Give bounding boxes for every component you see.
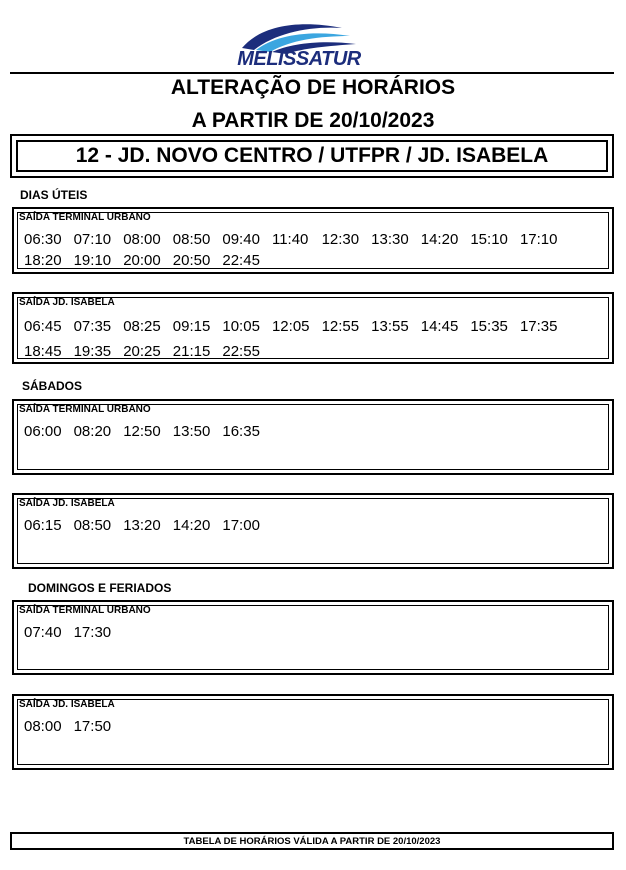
- departure-time: 17:50: [73, 718, 112, 735]
- departure-time: 12:30: [321, 231, 360, 248]
- page-title-line2: A PARTIR DE 20/10/2023: [191, 109, 435, 132]
- section-title-sundays-holidays: DOMINGOS E FERIADOS: [28, 581, 172, 595]
- departure-time: 18:45: [24, 343, 62, 360]
- departure-time: 12:55: [321, 318, 360, 335]
- departure-time: 08:50: [172, 231, 211, 248]
- box-label: SAÍDA JD. ISABELA: [19, 699, 115, 710]
- departure-time: 21:15: [172, 343, 211, 360]
- departure-time: 17:30: [73, 624, 112, 641]
- route-box: [10, 134, 614, 178]
- departure-time: 09:15: [172, 318, 211, 335]
- box-label: SAÍDA JD. ISABELA: [19, 297, 115, 308]
- box-label: SAÍDA TERMINAL URBANO: [19, 605, 151, 616]
- departure-time: 14:20: [420, 231, 459, 248]
- header-rule: [10, 72, 614, 74]
- departure-time: 22:55: [222, 343, 260, 360]
- departure-time: 19:35: [73, 343, 112, 360]
- departure-time: 08:20: [73, 423, 112, 440]
- departure-time: 06:15: [24, 517, 62, 534]
- departure-time: 16:35: [222, 423, 260, 440]
- footer-validity: TABELA DE HORÁRIOS VÁLIDA A PARTIR DE 20/10/2023: [10, 832, 614, 850]
- departure-time: 15:35: [470, 318, 508, 335]
- schedule-box-sunday-terminal: [12, 600, 614, 675]
- departure-time: 08:50: [73, 517, 112, 534]
- departure-time: 11:40: [271, 231, 309, 248]
- departure-time: 12:50: [123, 423, 161, 440]
- box-label: SAÍDA TERMINAL URBANO: [19, 212, 151, 223]
- times-list: [24, 231, 606, 269]
- departure-time: 22:45: [222, 252, 260, 269]
- departure-time: 14:45: [420, 318, 459, 335]
- departure-time: 18:20: [24, 252, 62, 269]
- departure-time: 13:30: [371, 231, 409, 248]
- route-title: 12 - JD. NOVO CENTRO / UTFPR / JD. ISABELA: [16, 140, 608, 172]
- departure-time: 13:55: [371, 318, 409, 335]
- times-list: [24, 318, 606, 360]
- schedule-box-weekdays-terminal: [12, 207, 614, 274]
- logo-text: MELISSATUR: [237, 48, 361, 70]
- departure-time: 06:45: [24, 318, 62, 335]
- departure-time: 06:30: [24, 231, 62, 248]
- departure-time: 08:00: [123, 231, 161, 248]
- times-list: [24, 718, 606, 735]
- schedule-box-saturday-isabela: [12, 493, 614, 569]
- departure-time: 20:50: [172, 252, 211, 269]
- departure-time: 08:25: [123, 318, 161, 335]
- departure-time: 13:20: [123, 517, 161, 534]
- departure-time: 09:40: [222, 231, 260, 248]
- times-list: [24, 517, 606, 534]
- box-label: SAÍDA JD. ISABELA: [19, 498, 115, 509]
- section-title-weekdays: DIAS ÚTEIS: [20, 188, 88, 202]
- times-list: [24, 624, 606, 641]
- departure-time: 13:50: [172, 423, 211, 440]
- box-label: SAÍDA TERMINAL URBANO: [19, 404, 151, 415]
- departure-time: 06:00: [24, 423, 62, 440]
- departure-time: 07:35: [73, 318, 112, 335]
- schedule-box-saturday-terminal: [12, 399, 614, 475]
- departure-time: 19:10: [73, 252, 112, 269]
- departure-time: 14:20: [172, 517, 211, 534]
- departure-time: 17:10: [519, 231, 558, 248]
- departure-time: 17:35: [519, 318, 558, 335]
- departure-time: 07:40: [24, 624, 62, 641]
- departure-time: 07:10: [73, 231, 112, 248]
- departure-time: 08:00: [24, 718, 62, 735]
- page-title-line1: ALTERAÇÃO DE HORÁRIOS: [170, 76, 456, 99]
- schedule-box-sunday-isabela: [12, 694, 614, 770]
- section-title-saturdays: SÁBADOS: [22, 379, 83, 393]
- departure-time: 20:25: [123, 343, 161, 360]
- schedule-box-weekdays-isabela: [12, 292, 614, 364]
- departure-time: 17:00: [222, 517, 260, 534]
- departure-time: 15:10: [470, 231, 508, 248]
- departure-time: 12:05: [271, 318, 310, 335]
- melissatur-logo: [232, 18, 362, 72]
- departure-time: 10:05: [222, 318, 260, 335]
- times-list: [24, 423, 606, 440]
- departure-time: 20:00: [123, 252, 161, 269]
